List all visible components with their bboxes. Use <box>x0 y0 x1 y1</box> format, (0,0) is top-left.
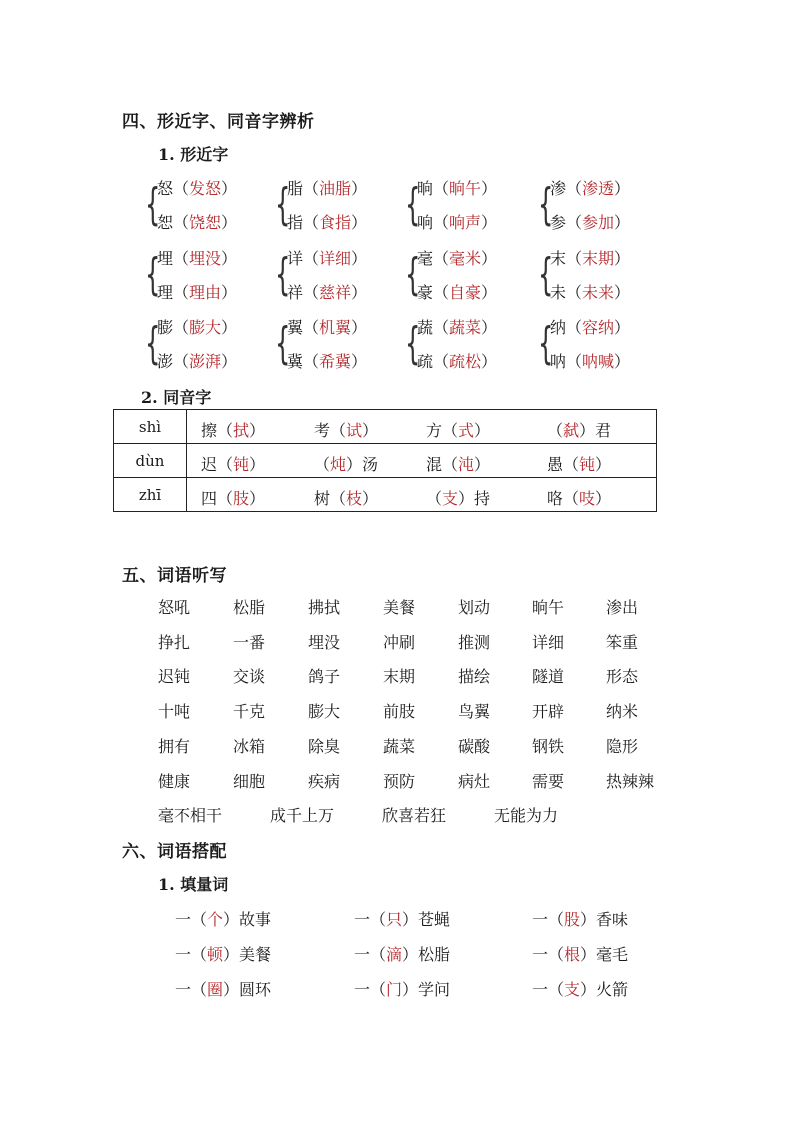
item-suffix: ）君 <box>579 421 612 440</box>
homophone-row <box>114 444 657 478</box>
pair-entry <box>550 246 630 269</box>
pair-word: 容纳 <box>582 318 615 337</box>
homophone-item <box>547 418 611 441</box>
char-pair <box>145 315 265 375</box>
item-suffix: ） <box>362 421 379 440</box>
pair-word: 饶恕 <box>189 213 222 232</box>
paren: ） <box>351 179 368 198</box>
paren: （ <box>173 179 190 198</box>
pair-word: 末期 <box>582 249 615 268</box>
item-prefix: 愚（ <box>547 455 580 474</box>
dictation-word: 开辟 <box>532 702 565 722</box>
pinyin-cell: zhī <box>114 478 187 512</box>
paren: ） <box>614 249 631 268</box>
item-suffix: ）汤 <box>346 455 379 474</box>
char-pair <box>405 315 525 375</box>
pair-word: 慈祥 <box>319 283 352 302</box>
paren: （ <box>173 213 190 232</box>
dictation-word: 拥有 <box>158 736 191 756</box>
homophone-item <box>201 452 265 475</box>
item-prefix: （ <box>426 489 443 508</box>
paren: （ <box>566 318 583 337</box>
dictation-word: 除臭 <box>308 736 341 756</box>
item-suffix: ） <box>595 455 612 474</box>
pair-word: 呐喊 <box>582 352 615 371</box>
pair-entry <box>287 280 367 303</box>
paren: （ <box>303 318 320 337</box>
paren: （ <box>173 283 190 302</box>
item-suffix: ）香味 <box>580 910 629 929</box>
paren: ） <box>351 213 368 232</box>
paren: ） <box>221 318 238 337</box>
dictation-word: 划动 <box>458 598 491 617</box>
item-prefix: 树（ <box>314 489 347 508</box>
measure-item <box>175 907 271 930</box>
pair-entry <box>550 210 630 233</box>
paren: （ <box>303 283 320 302</box>
section6-title: 六、词语搭配 <box>122 842 227 862</box>
char-pair <box>538 315 658 375</box>
item-prefix: 混（ <box>426 455 459 474</box>
pair-entry <box>287 210 367 233</box>
homophone-items-cell <box>187 410 657 444</box>
pair-entry <box>417 349 497 372</box>
item-prefix: 一（ <box>532 910 565 929</box>
brace-icon: { <box>538 318 554 369</box>
paren: ） <box>351 283 368 302</box>
pair-word: 晌午 <box>449 179 482 198</box>
paren: ） <box>481 179 498 198</box>
item-prefix: 考（ <box>314 421 347 440</box>
pair-word: 希冀 <box>319 352 352 371</box>
pair-char: 埋 <box>157 249 174 268</box>
idiom: 无能为力 <box>494 806 559 825</box>
paren: ） <box>221 249 238 268</box>
item-answer: 拭 <box>233 421 250 440</box>
paren: ） <box>481 249 498 268</box>
pair-char: 冀 <box>287 352 304 371</box>
item-suffix: ） <box>474 455 491 474</box>
paren: （ <box>173 318 190 337</box>
char-pair <box>145 176 265 236</box>
paren: （ <box>566 352 583 371</box>
item-suffix: ）苍蝇 <box>402 910 451 929</box>
pair-char: 响 <box>417 213 434 232</box>
item-suffix: ）故事 <box>223 910 272 929</box>
brace-icon: { <box>405 318 421 369</box>
item-answer: 弑 <box>563 421 580 440</box>
item-suffix: ） <box>249 489 266 508</box>
brace-icon: { <box>405 179 421 230</box>
dictation-word: 需要 <box>532 771 565 791</box>
section4-sub1: 1. 形近字 <box>158 145 229 164</box>
item-answer: 圈 <box>207 980 224 999</box>
pair-word: 毫米 <box>449 249 482 268</box>
homophone-item <box>547 486 611 509</box>
brace-icon: { <box>538 249 554 300</box>
pair-entry <box>157 315 237 338</box>
paren: （ <box>433 283 450 302</box>
dictation-word: 隐形 <box>606 736 639 756</box>
pair-entry <box>417 315 497 338</box>
paren: ） <box>481 318 498 337</box>
item-prefix: （ <box>547 421 564 440</box>
pair-char: 理 <box>157 283 174 302</box>
homophone-item <box>426 418 490 441</box>
measure-item <box>354 977 450 1000</box>
dictation-word: 纳米 <box>606 702 639 722</box>
dictation-word: 形态 <box>606 667 639 687</box>
idiom: 欣喜若狂 <box>382 806 447 825</box>
paren: ） <box>351 249 368 268</box>
item-prefix: 一（ <box>175 910 208 929</box>
pair-entry <box>287 349 367 372</box>
pair-word: 澎湃 <box>189 352 222 371</box>
dictation-word: 碳酸 <box>458 736 491 756</box>
pair-word: 参加 <box>582 213 615 232</box>
section5-title: 五、词语听写 <box>122 566 227 586</box>
pair-word: 食指 <box>319 213 352 232</box>
item-prefix: 咯（ <box>547 489 580 508</box>
item-answer: 滴 <box>386 945 403 964</box>
item-prefix: （ <box>314 455 331 474</box>
item-prefix: 四（ <box>201 489 234 508</box>
paren: （ <box>566 249 583 268</box>
pair-char: 渗 <box>550 179 567 198</box>
paren: ） <box>221 352 238 371</box>
item-answer: 只 <box>386 910 403 929</box>
pair-entry <box>550 176 630 199</box>
dictation-word: 推测 <box>458 632 491 652</box>
pair-char: 怒 <box>157 179 174 198</box>
dictation-word: 前肢 <box>383 702 416 722</box>
item-suffix: ）火箭 <box>580 980 629 999</box>
item-prefix: 一（ <box>354 945 387 964</box>
pair-word: 未来 <box>582 283 615 302</box>
measure-item <box>175 942 271 965</box>
item-answer: 肢 <box>233 489 250 508</box>
paren: （ <box>303 352 320 371</box>
pair-char: 详 <box>287 249 304 268</box>
paren: ） <box>614 318 631 337</box>
pair-entry <box>550 315 630 338</box>
pair-entry <box>157 210 237 233</box>
dictation-word: 松脂 <box>233 598 266 617</box>
dictation-word: 冰箱 <box>233 736 266 756</box>
item-answer: 个 <box>207 910 224 929</box>
dictation-word: 十吨 <box>158 702 191 722</box>
pair-char: 纳 <box>550 318 567 337</box>
paren: （ <box>303 249 320 268</box>
homophone-row <box>114 478 657 512</box>
pair-entry <box>287 315 367 338</box>
homophone-table <box>113 409 657 512</box>
char-pair <box>145 246 265 306</box>
section4-sub2: 2. 同音字 <box>141 388 212 407</box>
item-suffix: ）毫毛 <box>580 945 629 964</box>
paren: ） <box>614 213 631 232</box>
dictation-word: 健康 <box>158 771 191 791</box>
dictation-word: 蔬菜 <box>383 736 416 756</box>
item-answer: 沌 <box>458 455 475 474</box>
paren: （ <box>303 179 320 198</box>
idiom: 成千上万 <box>270 806 335 825</box>
pair-word: 自豪 <box>449 283 482 302</box>
dictation-word: 笨重 <box>606 632 639 652</box>
pair-char: 晌 <box>417 179 434 198</box>
pair-word: 埋没 <box>189 249 222 268</box>
item-prefix: 擦（ <box>201 421 234 440</box>
pair-char: 指 <box>287 213 304 232</box>
char-pair <box>538 176 658 236</box>
item-answer: 吱 <box>579 489 596 508</box>
brace-icon: { <box>275 249 291 300</box>
paren: （ <box>433 179 450 198</box>
dictation-word: 膨大 <box>308 702 341 722</box>
measure-item <box>532 907 628 930</box>
paren: ） <box>221 213 238 232</box>
paren: （ <box>433 213 450 232</box>
char-pair <box>538 246 658 306</box>
pair-entry <box>287 246 367 269</box>
measure-item <box>175 977 271 1000</box>
paren: ） <box>351 352 368 371</box>
paren: （ <box>433 352 450 371</box>
item-prefix: 一（ <box>532 945 565 964</box>
pair-char: 未 <box>550 283 567 302</box>
measure-item <box>532 977 628 1000</box>
pinyin-cell: shì <box>114 410 187 444</box>
pair-char: 脂 <box>287 179 304 198</box>
paren: （ <box>173 249 190 268</box>
item-prefix: 一（ <box>532 980 565 999</box>
item-answer: 顿 <box>207 945 224 964</box>
item-answer: 钝 <box>579 455 596 474</box>
item-prefix: 方（ <box>426 421 459 440</box>
homophone-items-cell <box>187 444 657 478</box>
measure-item <box>354 942 450 965</box>
paren: ） <box>481 283 498 302</box>
paren: ） <box>481 352 498 371</box>
pair-word: 油脂 <box>319 179 352 198</box>
idiom: 毫不相干 <box>158 806 223 825</box>
dictation-word: 热辣辣 <box>606 771 655 791</box>
pair-word: 机翼 <box>319 318 352 337</box>
item-suffix: ） <box>362 489 379 508</box>
dictation-word: 冲刷 <box>383 632 416 652</box>
dictation-word: 迟钝 <box>158 667 191 687</box>
paren: ） <box>481 213 498 232</box>
dictation-word: 细胞 <box>233 771 266 791</box>
paren: ） <box>351 318 368 337</box>
section4-title: 四、形近字、同音字辨析 <box>122 112 315 132</box>
pair-entry <box>157 246 237 269</box>
dictation-word: 鸟翼 <box>458 702 491 722</box>
item-answer: 根 <box>564 945 581 964</box>
homophone-item <box>201 486 265 509</box>
dictation-word: 末期 <box>383 667 416 687</box>
brace-icon: { <box>405 249 421 300</box>
paren: ） <box>221 179 238 198</box>
pair-char: 末 <box>550 249 567 268</box>
pair-word: 膨大 <box>189 318 222 337</box>
pair-entry <box>417 280 497 303</box>
paren: （ <box>566 283 583 302</box>
pair-entry <box>550 349 630 372</box>
paren: （ <box>433 249 450 268</box>
dictation-word: 美餐 <box>383 598 416 617</box>
pair-word: 发怒 <box>189 179 222 198</box>
homophone-item <box>314 452 378 475</box>
item-suffix: ）美餐 <box>223 945 272 964</box>
dictation-word: 描绘 <box>458 667 491 687</box>
item-answer: 门 <box>386 980 403 999</box>
dictation-word: 一番 <box>233 632 266 652</box>
paren: ） <box>614 283 631 302</box>
item-suffix: ）圆环 <box>223 980 272 999</box>
paren: ） <box>614 179 631 198</box>
brace-icon: { <box>145 249 161 300</box>
pair-entry <box>157 349 237 372</box>
measure-item <box>532 942 628 965</box>
homophone-item <box>426 452 490 475</box>
pair-word: 渗透 <box>582 179 615 198</box>
pair-word: 理由 <box>189 283 222 302</box>
brace-icon: { <box>145 318 161 369</box>
homophone-item <box>201 418 265 441</box>
item-suffix: ）松脂 <box>402 945 451 964</box>
pair-word: 疏松 <box>449 352 482 371</box>
item-answer: 股 <box>564 910 581 929</box>
homophone-item <box>314 486 378 509</box>
pair-char: 呐 <box>550 352 567 371</box>
brace-icon: { <box>275 179 291 230</box>
homophone-row <box>114 410 657 444</box>
item-answer: 式 <box>458 421 475 440</box>
pinyin-cell: dùn <box>114 444 187 478</box>
pair-word: 响声 <box>449 213 482 232</box>
item-suffix: ） <box>249 455 266 474</box>
paren: （ <box>303 213 320 232</box>
char-pair <box>405 246 525 306</box>
item-answer: 试 <box>346 421 363 440</box>
paren: （ <box>566 213 583 232</box>
item-suffix: ） <box>474 421 491 440</box>
pair-entry <box>417 246 497 269</box>
pair-char: 恕 <box>157 213 174 232</box>
pair-word: 蔬菜 <box>449 318 482 337</box>
pair-char: 澎 <box>157 352 174 371</box>
dictation-word: 挣扎 <box>158 632 191 652</box>
paren: ） <box>614 352 631 371</box>
item-prefix: 一（ <box>354 910 387 929</box>
dictation-word: 疾病 <box>308 771 341 791</box>
pair-entry <box>157 280 237 303</box>
brace-icon: { <box>538 179 554 230</box>
dictation-word: 预防 <box>383 771 416 791</box>
paren: （ <box>566 179 583 198</box>
item-answer: 枝 <box>346 489 363 508</box>
item-prefix: 迟（ <box>201 455 234 474</box>
dictation-word: 千克 <box>233 702 266 722</box>
brace-icon: { <box>275 318 291 369</box>
char-pair <box>275 246 395 306</box>
dictation-word: 鸽子 <box>308 667 341 687</box>
item-prefix: 一（ <box>175 945 208 964</box>
item-suffix: ） <box>595 489 612 508</box>
homophone-item <box>426 486 490 509</box>
item-suffix: ） <box>249 421 266 440</box>
pair-entry <box>157 176 237 199</box>
dictation-word: 怒吼 <box>158 598 191 617</box>
pair-entry <box>287 176 367 199</box>
paren: ） <box>221 283 238 302</box>
item-answer: 支 <box>564 980 581 999</box>
item-answer: 炖 <box>330 455 347 474</box>
paren: （ <box>433 318 450 337</box>
item-suffix: ）持 <box>458 489 491 508</box>
item-suffix: ）学问 <box>402 980 451 999</box>
pair-char: 翼 <box>287 318 304 337</box>
item-answer: 钝 <box>233 455 250 474</box>
homophone-items-cell <box>187 478 657 512</box>
dictation-word: 埋没 <box>308 632 341 652</box>
pair-char: 参 <box>550 213 567 232</box>
pair-char: 毫 <box>417 249 434 268</box>
dictation-word: 隧道 <box>532 667 565 687</box>
measure-item <box>354 907 450 930</box>
dictation-word: 详细 <box>532 632 565 652</box>
dictation-word: 交谈 <box>233 667 266 687</box>
item-prefix: 一（ <box>354 980 387 999</box>
char-pair <box>405 176 525 236</box>
dictation-word: 钢铁 <box>532 736 565 756</box>
item-prefix: 一（ <box>175 980 208 999</box>
pair-char: 豪 <box>417 283 434 302</box>
pair-word: 详细 <box>319 249 352 268</box>
dictation-word: 病灶 <box>458 771 491 791</box>
pair-char: 祥 <box>287 283 304 302</box>
char-pair <box>275 315 395 375</box>
char-pair <box>275 176 395 236</box>
pair-entry <box>417 210 497 233</box>
paren: （ <box>173 352 190 371</box>
brace-icon: { <box>145 179 161 230</box>
dictation-word: 拂拭 <box>308 598 341 617</box>
pair-char: 疏 <box>417 352 434 371</box>
pair-char: 蔬 <box>417 318 434 337</box>
dictation-word: 晌午 <box>532 598 565 617</box>
pair-entry <box>550 280 630 303</box>
dictation-word: 渗出 <box>606 598 639 617</box>
section6-sub1: 1. 填量词 <box>158 875 229 894</box>
pair-entry <box>417 176 497 199</box>
homophone-item <box>547 452 611 475</box>
item-answer: 支 <box>442 489 459 508</box>
homophone-item <box>314 418 378 441</box>
pair-char: 膨 <box>157 318 174 337</box>
